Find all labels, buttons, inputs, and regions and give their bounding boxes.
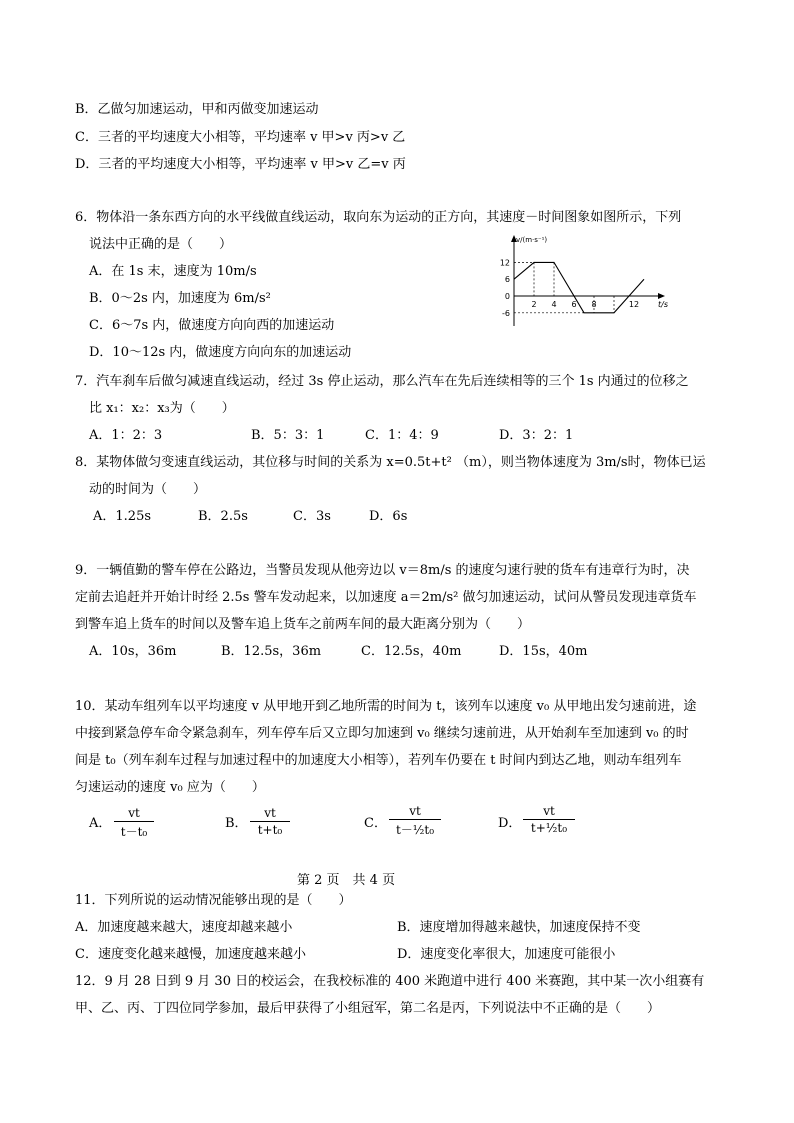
page-footer: 第 2 页 共 4 页 — [297, 873, 396, 888]
q5-option-c: C．三者的平均速度大小相等，平均速率 v 甲>v 丙>v 乙 — [75, 130, 406, 145]
q9-option-a: A．10s，36m — [89, 644, 177, 659]
x-tick-label: 2 — [531, 300, 537, 309]
y-tick-label: 0 — [504, 292, 510, 301]
y-tick-label: 6 — [504, 275, 510, 285]
q10-option-a-label: A． — [89, 816, 112, 831]
q10-stem-line4: 匀速运动的速度 v₀ 应为（ ） — [75, 780, 265, 795]
q7-stem-line1: 7．汽车刹车后做匀减速直线运动，经过 3s 停止运动，那么汽车在先后连续相等的三个 1s 内通过的位移之 — [75, 374, 689, 389]
x-tick-label: 6 — [571, 300, 577, 309]
x-axis-label: t/s — [658, 300, 668, 309]
q10-option-d-numerator: vt — [543, 804, 555, 818]
q8-stem-line2: 动的时间为（ ） — [89, 482, 207, 497]
x-tick-label: 12 — [628, 300, 640, 309]
q11-option-a: A．加速度越来越大，速度却越来越小 — [75, 920, 293, 935]
q7-stem-line2: 比 x₁：x₂：x₃为（ ） — [89, 401, 235, 416]
q10-option-a-denominator: t－t₀ — [120, 825, 148, 839]
q10-option-d-fraction — [523, 804, 575, 835]
q7-option-c: C．1：4：9 — [365, 428, 439, 443]
q11-option-b: B．速度增加得越来越快，加速度保持不变 — [397, 920, 641, 935]
q6-stem-line1: 6．物体沿一条东西方向的水平线做直线运动，取向东为运动的正方向，其速度－时间图象如图所示，下列 — [75, 210, 682, 225]
q6-option-d: D．10～12s 内，做速度方向向东的加速运动 — [89, 345, 352, 360]
q11-stem: 11．下列所说的运动情况能够出现的是（ ） — [75, 893, 352, 908]
q8-option-b: B．2.5s — [198, 509, 248, 524]
y-axis-label: v/(m·s⁻¹) — [516, 236, 548, 244]
q9-stem-line1: 9．一辆值勤的警车停在公路边，当警员发现从他旁边以 v＝8m/s 的速度匀速行驶的货车有违章行为时，决 — [75, 563, 690, 578]
q6-option-c: C．6～7s 内，做速度方向向西的加速运动 — [89, 318, 335, 333]
q10-option-b-denominator: t+t₀ — [257, 823, 283, 837]
q10-option-b-fraction — [250, 806, 290, 837]
q6-option-b: B．0～2s 内，加速度为 6m/s² — [89, 291, 271, 306]
q10-stem-line2: 中接到紧急停车命令紧急刹车，列车停车后又立即匀加速到 v₀ 继续匀速前进，从开始刹车至加速到 v₀ 的时 — [75, 726, 689, 741]
x-tick-label: 8 — [591, 300, 597, 309]
q10-option-b-label: B． — [225, 816, 248, 831]
q9-option-b: B．12.5s，36m — [221, 644, 322, 659]
y-tick-label: 12 — [499, 258, 510, 268]
q7-option-a: A．1：2：3 — [89, 428, 163, 443]
q9-option-d: D．15s，40m — [499, 644, 588, 659]
q11-option-d: D．速度变化率很大，加速度可能很小 — [397, 947, 616, 962]
q8-option-a: A．1.25s — [93, 509, 152, 524]
y-tick-label: -6 — [502, 308, 510, 318]
q10-option-c-label: C． — [364, 816, 387, 831]
q10-option-a-fraction — [114, 806, 154, 840]
x-tick-label: 4 — [551, 300, 557, 309]
q10-option-a-numerator: vt — [128, 806, 140, 820]
q12-stem-line2: 甲、乙、丙、丁四位同学参加，最后甲获得了小组冠军，第二名是丙，下列说法中不正确的是（ ） — [75, 1001, 661, 1016]
q10-option-d-label: D． — [498, 816, 522, 831]
x-axis-arrow — [658, 293, 665, 299]
q5-option-d: D．三者的平均速度大小相等，平均速率 v 甲>v 乙=v 丙 — [75, 157, 406, 172]
q9-stem-line3: 到警车追上货车的时间以及警车追上货车之前两车间的最大距离分别为（ ） — [75, 617, 531, 632]
q10-option-b-numerator: vt — [264, 806, 276, 820]
q10-option-c-numerator: vt — [409, 804, 421, 818]
q7-option-d: D．3：2：1 — [499, 428, 574, 443]
q9-option-c: C．12.5s，40m — [361, 644, 462, 659]
q10-stem-line1: 10．某动车组列车以平均速度 v 从甲地开到乙地所需的时间为 t，该列车以速度 v₀ 从甲地出发匀速前进，途 — [75, 699, 697, 714]
velocity-time-graph — [480, 232, 670, 332]
q10-option-c-denominator: t－½t₀ — [395, 823, 435, 837]
q8-option-d: D．6s — [369, 509, 408, 524]
q7-option-b: B．5：3：1 — [251, 428, 325, 443]
q5-option-b: B．乙做匀加速运动，甲和丙做变加速运动 — [75, 102, 319, 117]
q10-option-c-fraction — [389, 804, 441, 838]
q8-stem-line1: 8．某物体做匀变速直线运动，其位移与时间的关系为 x=0.5t+t² （m），则当物体速度为 3m/s时，物体已运 — [75, 455, 706, 470]
q10-stem-line3: 间是 t₀（列车刹车过程与加速过程中的加速度大小相等），若列车仍要在 t 时间内到达乙地，则动车组列车 — [75, 753, 682, 768]
q8-option-c: C．3s — [293, 509, 331, 524]
q11-option-c: C．速度变化越来越慢，加速度越来越小 — [75, 947, 306, 962]
q6-option-a: A．在 1s 末，速度为 10m/s — [89, 264, 257, 279]
q12-stem-line1: 12．9 月 28 日到 9 月 30 日的校运会，在我校标准的 400 米跑道中进行 400 米赛跑，其中某一次小组赛有 — [75, 974, 705, 989]
q10-option-d-denominator: t+½t₀ — [530, 821, 568, 835]
q6-stem-line2: 说法中正确的是（ ） — [89, 237, 233, 252]
q9-stem-line2: 定前去追赶并开始计时经 2.5s 警车发动起来，以加速度 a＝2m/s² 做匀加速运动，试问从警员发现违章货车 — [75, 590, 697, 605]
